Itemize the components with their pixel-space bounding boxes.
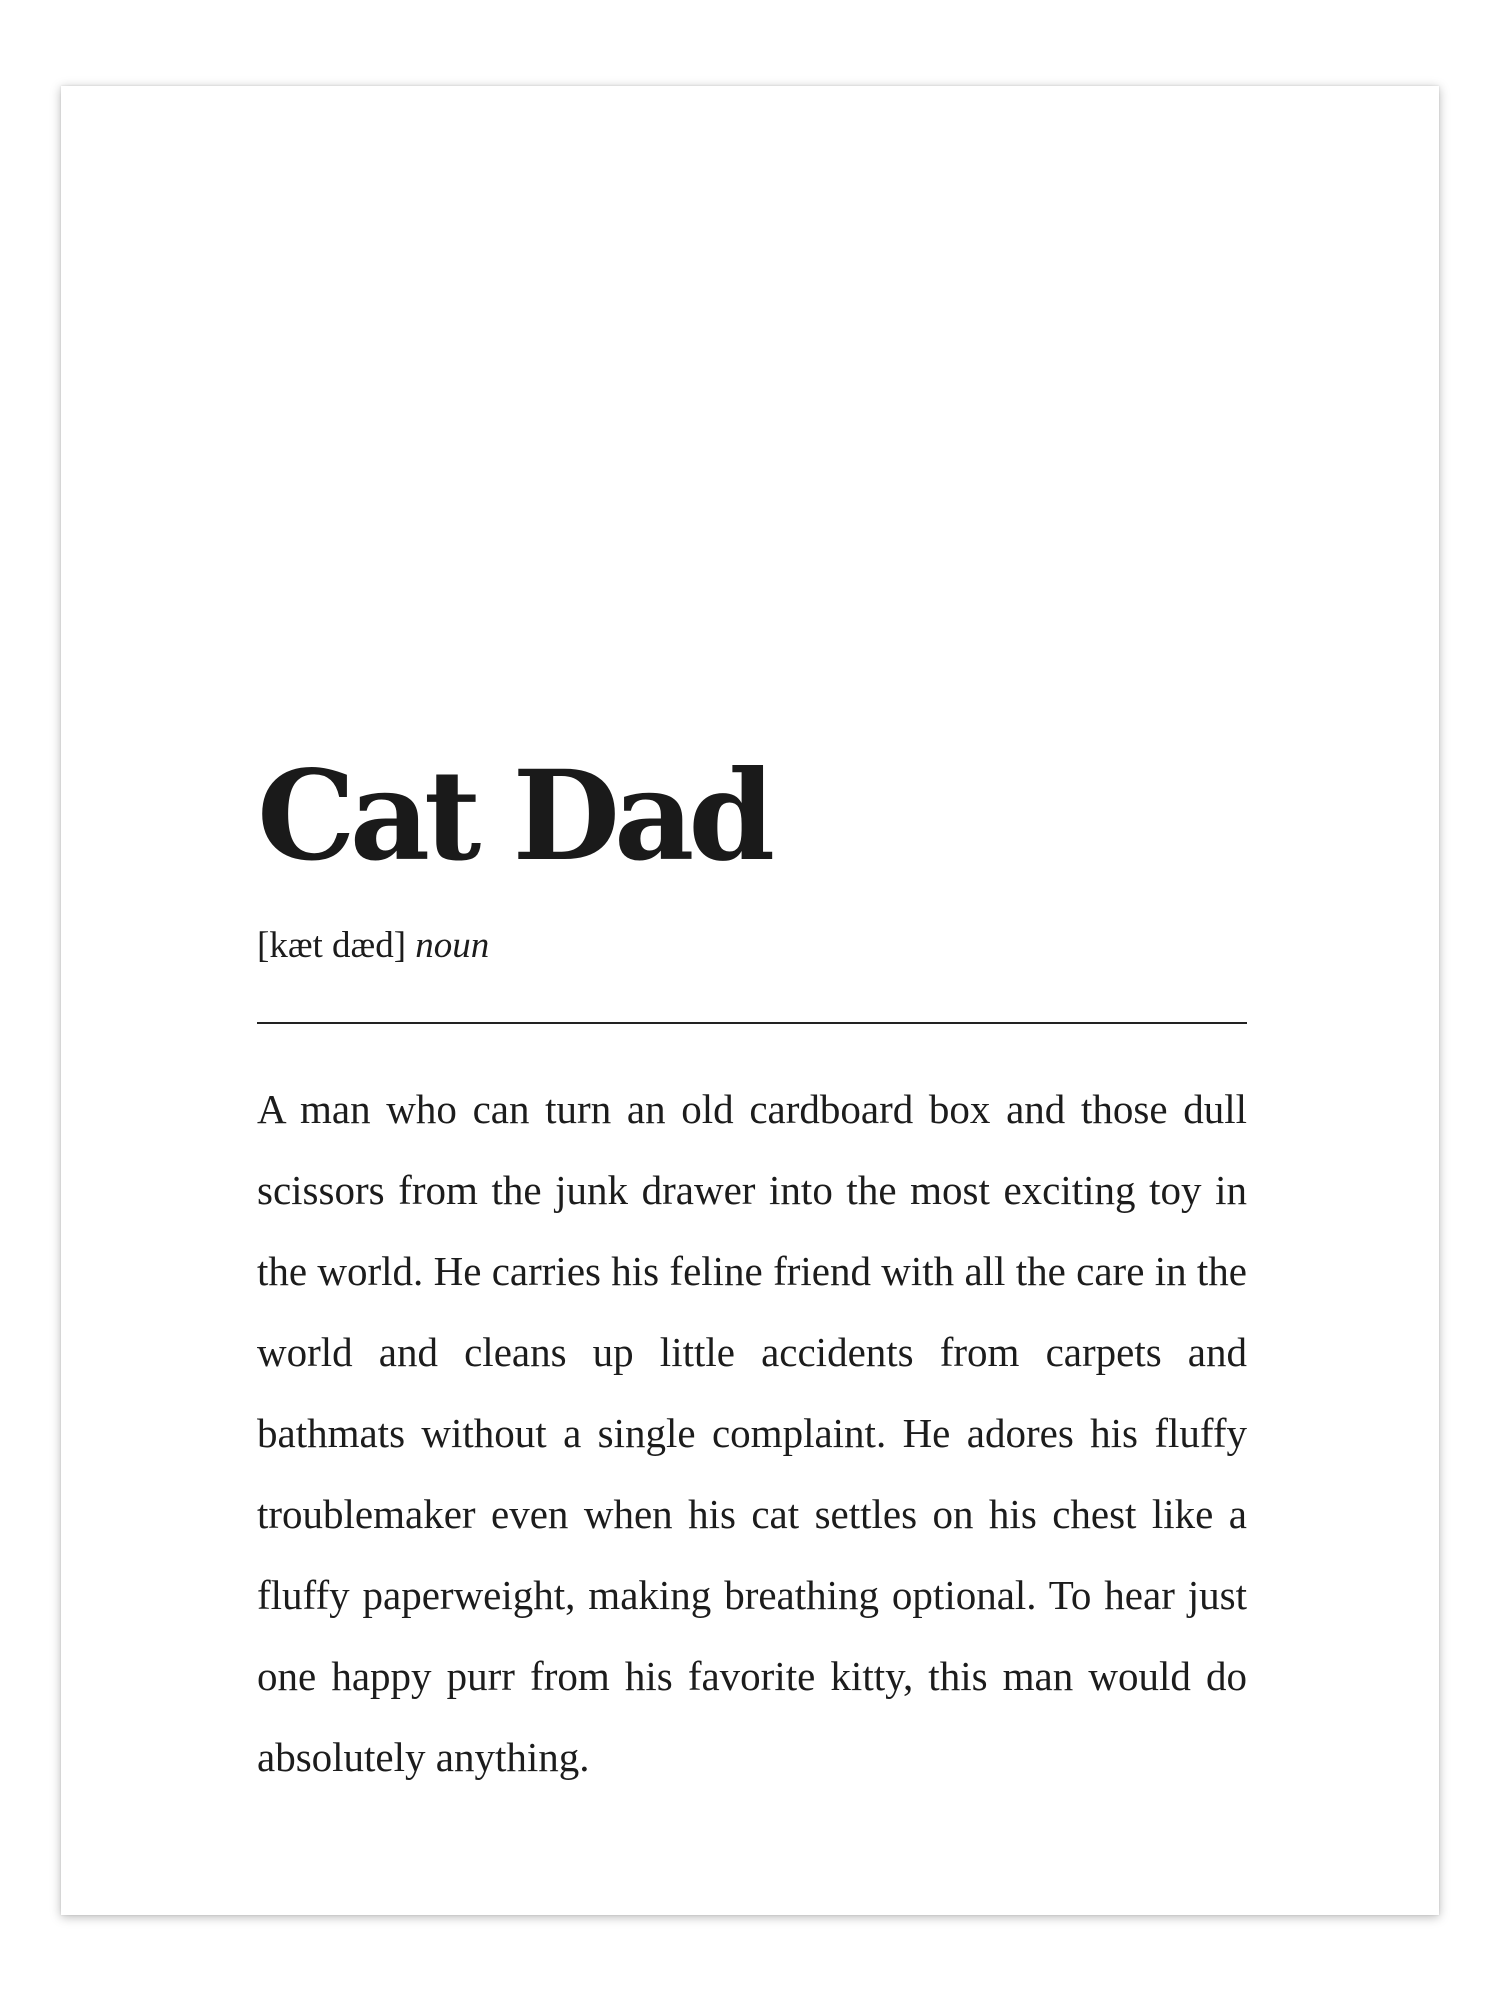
divider-rule	[257, 1022, 1247, 1024]
pronunciation-line	[257, 927, 1247, 964]
part-of-speech: noun	[415, 925, 490, 966]
definition-block	[257, 744, 1247, 1839]
pronunciation: [kæt dæd]	[257, 925, 407, 966]
definition-text: A man who can turn an old cardboard box and those dull scissors from the junk drawer into the most exciting toy in the world. He carries his feline friend with all the care in the world and cleans up little accidents from carpets and bathmats without a single complaint. He adores his fluffy troublemaker even when his cat settles on his chest like a fluffy paperweight, making breathing optional. To hear just one happy purr from his favorite kitty, this man would do absolutely anything.	[257, 1086, 1247, 1780]
entry-word: Cat Dad	[257, 744, 770, 889]
